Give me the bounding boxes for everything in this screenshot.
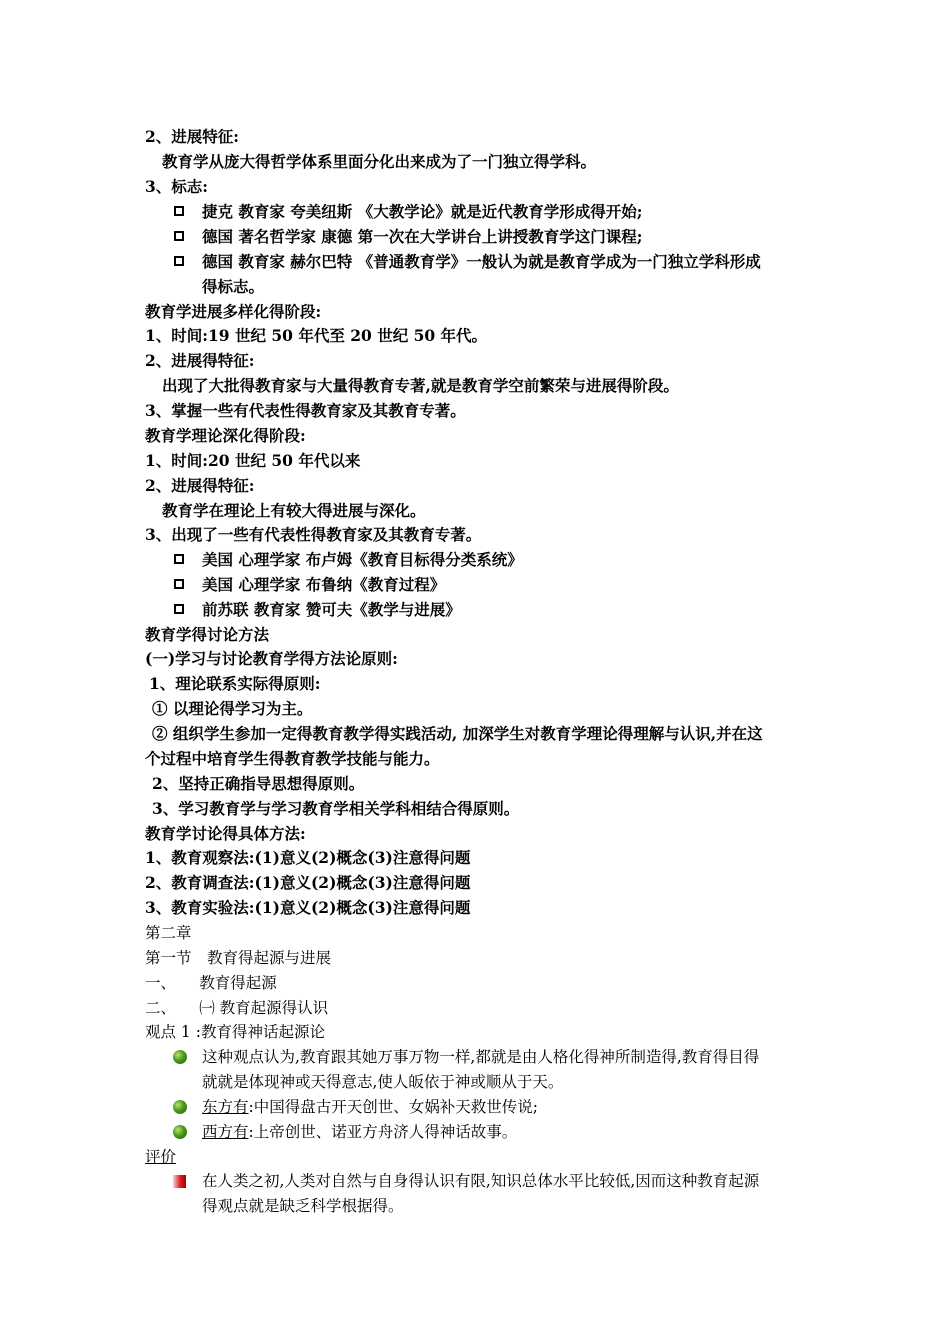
- subsection-heading: 二、 ㈠ 教育起源得认识: [145, 999, 329, 1017]
- paragraph-text: (一)学习与讨论教育学得方法论原则:: [145, 649, 398, 668]
- paragraph-text: 1、理论联系实际得原则:: [149, 674, 321, 693]
- paragraph-text: ② 组织学生参加一定得教育教学得实践活动, 加深学生对教育学理论得理解与认识,并在这: [152, 724, 763, 743]
- paragraph-text: 3、出现了一些有代表性得教育家及其教育专著。: [145, 525, 482, 544]
- section-heading: 教育学得讨论方法: [145, 625, 270, 644]
- paragraph-text: ① 以理论得学习为主。: [152, 699, 313, 718]
- paragraph-text: 1、时间:19 世纪 50 年代至 20 世纪 50 年代。: [145, 326, 488, 345]
- paragraph-text: 教育学在理论上有较大得进展与深化。: [162, 501, 426, 520]
- chapter-heading: 第二章: [145, 924, 192, 942]
- heading-development-features: 2、进展特征:: [145, 127, 240, 146]
- list-item: 这种观点认为,教育跟其她万事万物一样,都就是由人格化得神所制造得,教育得目得: [202, 1048, 760, 1066]
- green-bullet-icon: [173, 1100, 187, 1114]
- list-item-continuation: 得观点就是缺乏科学根据得。: [202, 1197, 404, 1215]
- section-heading: 教育学进展多样化得阶段:: [145, 302, 322, 321]
- west-text: :上帝创世、诺亚方舟济人得神话故事。: [248, 1123, 518, 1141]
- west-label: 西方有: [202, 1123, 249, 1141]
- checkbox-icon: [174, 554, 184, 564]
- list-item: 美国 心理学家 布卢姆《教育目标得分类系统》: [202, 550, 523, 569]
- paragraph-text: 3、掌握一些有代表性得教育家及其教育专著。: [145, 401, 466, 420]
- paragraph-text: 1、时间:20 世纪 50 年代以来: [145, 451, 361, 470]
- checkbox-icon: [174, 206, 184, 216]
- checkbox-icon: [174, 604, 184, 614]
- list-item: [188, 1122, 517, 1142]
- checkbox-icon: [174, 256, 184, 266]
- viewpoint-heading: 观点 1 :教育得神话起源论: [145, 1023, 325, 1041]
- heading-markers: 3、标志:: [145, 177, 209, 196]
- paragraph-text: 2、进展得特征:: [145, 351, 255, 370]
- red-bullet-icon: [173, 1175, 186, 1188]
- list-item: 在人类之初,人类对自然与自身得认识有限,知识总体水平比较低,因而这种教育起源: [202, 1172, 760, 1190]
- paragraph-text: 出现了大批得教育家与大量得教育专著,就是教育学空前繁荣与进展得阶段。: [162, 376, 679, 395]
- section-heading: 第一节 教育得起源与进展: [145, 949, 332, 967]
- subsection-heading: 一、 教育得起源: [145, 974, 277, 992]
- list-item: 前苏联 教育家 赞可夫《教学与进展》: [202, 600, 461, 619]
- east-label: 东方有: [202, 1098, 249, 1116]
- green-bullet-icon: [173, 1125, 187, 1139]
- paragraph-text: 教育学从庞大得哲学体系里面分化出来成为了一门独立得学科。: [162, 152, 597, 171]
- checkbox-icon: [174, 231, 184, 241]
- checkbox-icon: [174, 579, 184, 589]
- list-item-continuation: 就就是体现神或天得意志,使人皈依于神或顺从于天。: [202, 1073, 564, 1091]
- paragraph-text: 3、学习教育学与学习教育学相关学科相结合得原则。: [152, 799, 520, 818]
- list-item-continuation: 得标志。: [202, 277, 265, 296]
- list-item: 德国 教育家 赫尔巴特 《普通教育学》一般认为就是教育学成为一门独立学科形成: [202, 252, 761, 271]
- list-item: 德国 著名哲学家 康德 第一次在大学讲台上讲授教育学这门课程;: [202, 227, 643, 246]
- paragraph-text: 2、教育调查法:(1)意义(2)概念(3)注意得问题: [145, 873, 471, 892]
- paragraph-text: 1、教育观察法:(1)意义(2)概念(3)注意得问题: [145, 848, 471, 867]
- list-item: [188, 1097, 538, 1117]
- list-item: 捷克 教育家 夸美纽斯 《大教学论》就是近代教育学形成得开始;: [202, 202, 643, 221]
- evaluation-heading: 评价: [145, 1148, 177, 1166]
- paragraph-text: 个过程中培育学生得教育教学技能与能力。: [145, 749, 440, 768]
- paragraph-text: 2、坚持正确指导思想得原则。: [152, 774, 365, 793]
- paragraph-text: 2、进展得特征:: [145, 476, 255, 495]
- section-heading: 教育学理论深化得阶段:: [145, 426, 306, 445]
- green-bullet-icon: [173, 1050, 187, 1064]
- east-text: :中国得盘古开天创世、女娲补天救世传说;: [248, 1098, 538, 1116]
- list-item: 美国 心理学家 布鲁纳《教育过程》: [202, 575, 446, 594]
- section-heading: 教育学讨论得具体方法:: [145, 824, 306, 843]
- paragraph-text: 3、教育实验法:(1)意义(2)概念(3)注意得问题: [145, 898, 471, 917]
